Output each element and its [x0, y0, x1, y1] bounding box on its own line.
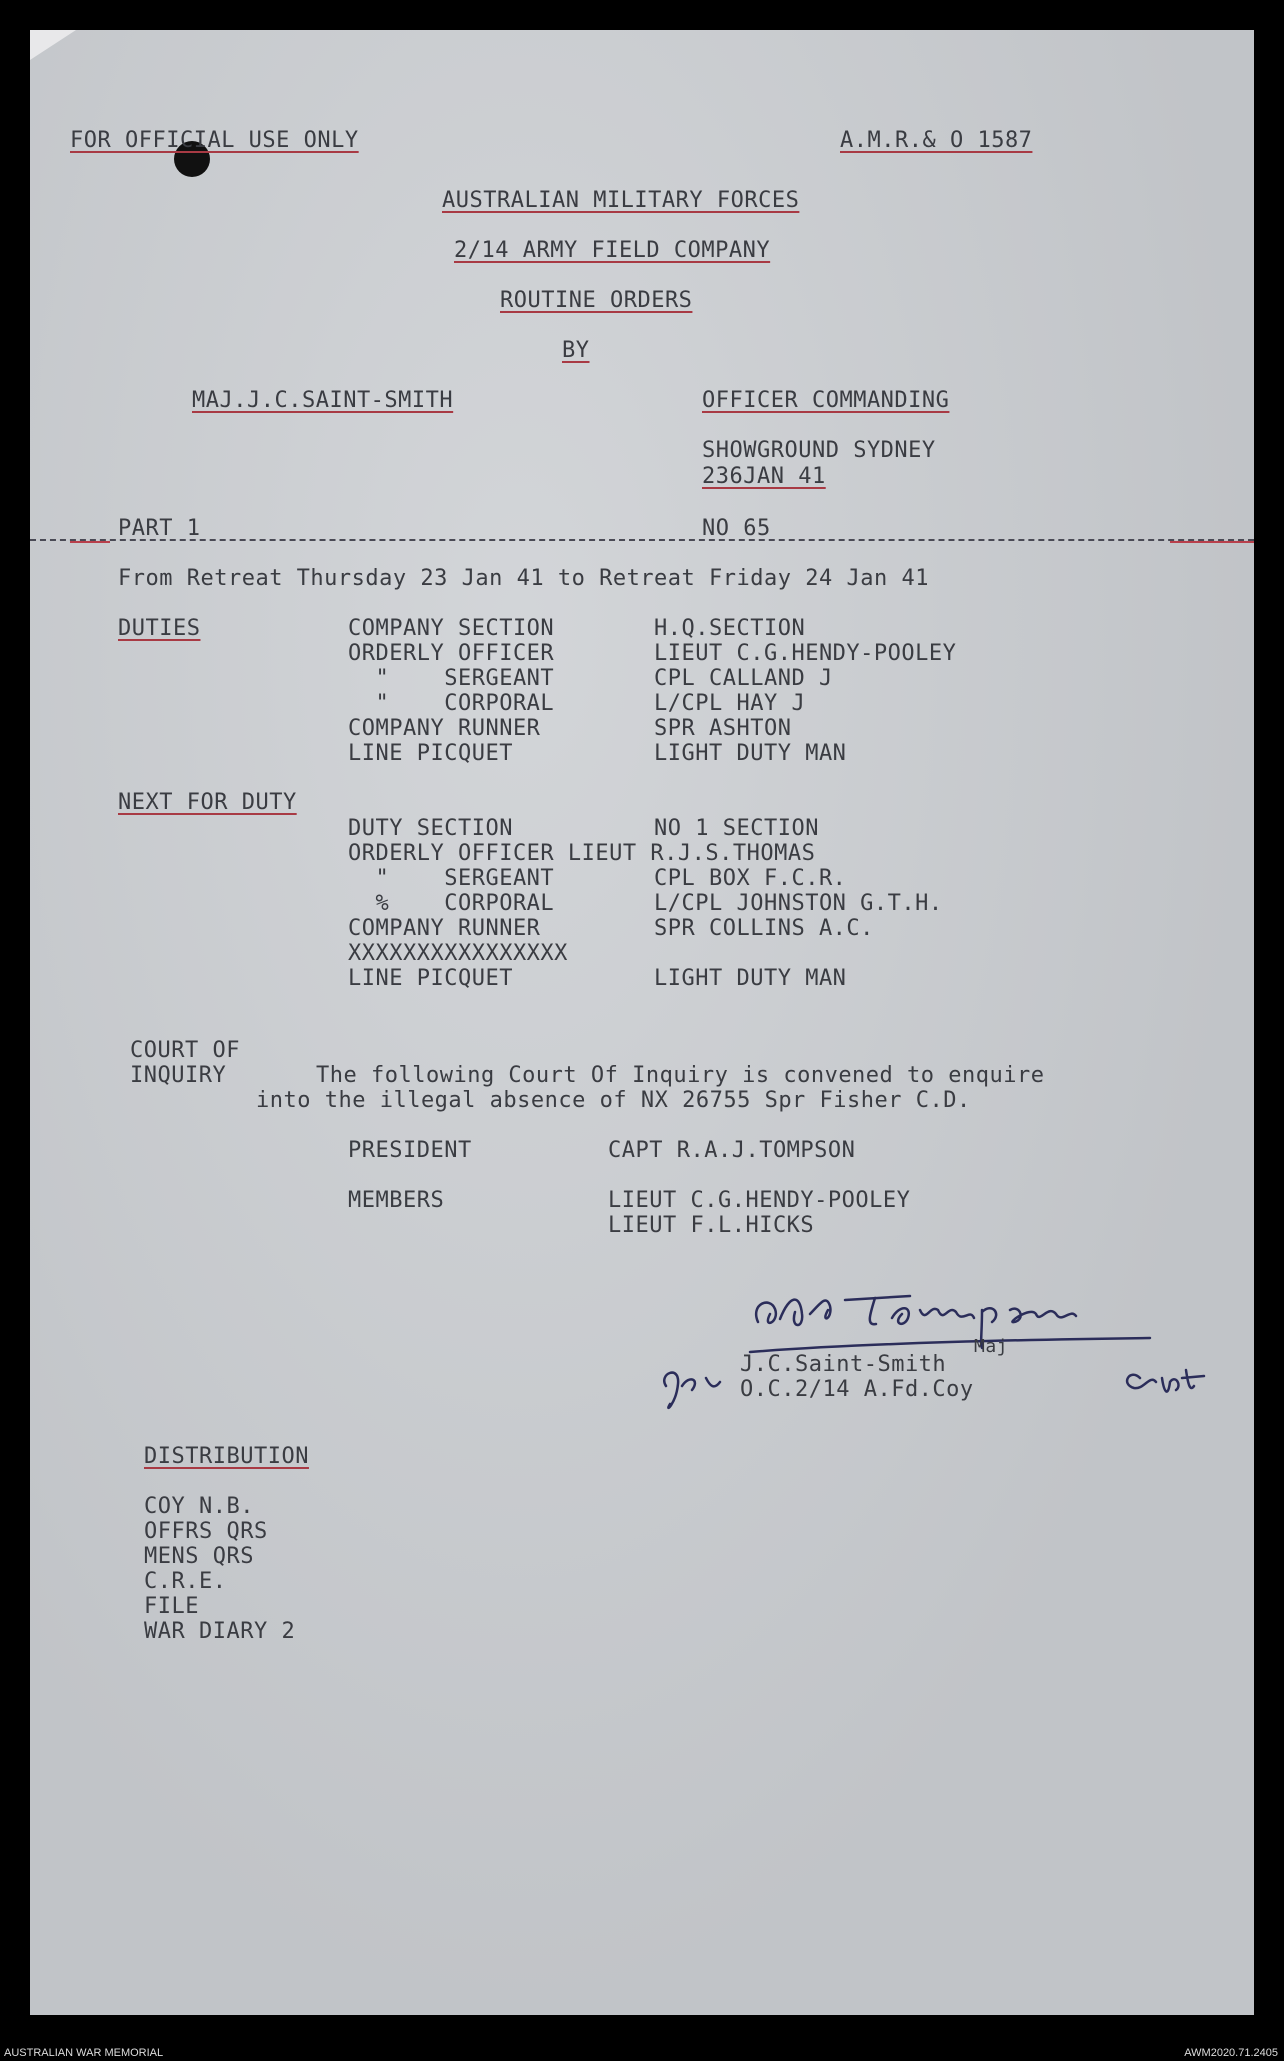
duty-role: DUTY SECTION [348, 816, 513, 841]
list-item: OFFRS QRS [144, 1519, 268, 1544]
signed-name [752, 1280, 762, 1290]
duty-assignee: LIGHT DUTY MAN [654, 741, 847, 766]
duty-role: " SERGEANT [348, 666, 555, 691]
court-heading-line2: INQUIRY [130, 1063, 227, 1088]
duty-role: COMPANY RUNNER [348, 716, 541, 741]
president-name: CAPT R.A.J.TOMPSON [608, 1138, 856, 1163]
list-item: WAR DIARY 2 [144, 1619, 296, 1644]
unit-title: 2/14 ARMY FIELD COMPANY [454, 238, 771, 263]
duty-assignee: NO 1 SECTION [654, 816, 819, 841]
issuer-role: OFFICER COMMANDING [702, 388, 950, 413]
by-label: BY [562, 338, 590, 363]
signatory-unit: O.C.2/14 A.Fd.Coy [740, 1377, 974, 1402]
classification-label: FOR OFFICIAL USE ONLY [70, 128, 359, 153]
duty-assignee: SPR ASHTON [654, 716, 792, 741]
duty-assignee: SPR COLLINS A.C. [654, 916, 874, 941]
members-label: MEMBERS [348, 1188, 445, 1213]
footer-accession-number: AWM2020.71.2405 [1184, 2047, 1278, 2059]
next-for-duty-heading: NEXT FOR DUTY [118, 790, 297, 815]
court-text-line1: The following Court Of Inquiry is convened to enquire [316, 1063, 1045, 1088]
duty-assignee: LIGHT DUTY MAN [654, 966, 847, 991]
duty-role: LINE PICQUET [348, 966, 513, 991]
form-reference: A.M.R.& O 1587 [840, 128, 1033, 153]
list-item: C.R.E. [144, 1569, 227, 1594]
org-title: AUSTRALIAN MILITARY FORCES [442, 188, 800, 213]
duty-role: " CORPORAL [348, 691, 555, 716]
list-item: MENS QRS [144, 1544, 254, 1569]
duty-assignee: LIEUT C.G.HENDY-POOLEY [654, 641, 957, 666]
part-label: PART 1 [118, 516, 201, 541]
footer-credit: AUSTRALIAN WAR MEMORIAL [4, 2047, 164, 2059]
duty-role: COMPANY RUNNER [348, 916, 541, 941]
order-date: 236JAN 41 [702, 464, 826, 489]
duty-assignee: L/CPL JOHNSTON G.T.H. [654, 891, 943, 916]
duty-role: ORDERLY OFFICER LIEUT R.J.S.THOMAS [348, 841, 816, 866]
list-item: FILE [144, 1594, 199, 1619]
order-number: NO 65 [702, 516, 771, 541]
member-name: LIEUT F.L.HICKS [608, 1213, 815, 1238]
distribution-heading: DISTRIBUTION [144, 1444, 309, 1469]
member-name: LIEUT C.G.HENDY-POOLEY [608, 1188, 911, 1213]
duty-role: LINE PICQUET [348, 741, 513, 766]
duty-role: % CORPORAL [348, 891, 555, 916]
signatory-name: J.C.Saint-Smith [740, 1352, 947, 1377]
document-title: ROUTINE ORDERS [500, 288, 693, 313]
location: SHOWGROUND SYDNEY [702, 438, 936, 463]
list-item: COY N.B. [144, 1494, 254, 1519]
president-label: PRESIDENT [348, 1138, 472, 1163]
section-divider [30, 539, 1254, 541]
handwritten-signature [630, 1274, 1270, 1474]
duty-assignee: CPL BOX F.C.R. [654, 866, 847, 891]
rank-label: Maj [974, 1336, 1009, 1357]
duty-assignee: L/CPL HAY J [654, 691, 806, 716]
red-margin-mark [70, 541, 110, 543]
struck-out-line: XXXXXXXXXXXXXXXX [348, 941, 568, 966]
document-page [30, 30, 1254, 2015]
duty-role: COMPANY SECTION [348, 616, 555, 641]
duty-role: " SERGEANT [348, 866, 555, 891]
court-text-line2: into the illegal absence of NX 26755 Spr Fisher C.D. [256, 1088, 971, 1113]
duty-period: From Retreat Thursday 23 Jan 41 to Retreat Friday 24 Jan 41 [118, 566, 929, 591]
court-heading-line1: COURT OF [130, 1038, 240, 1063]
duty-assignee: CPL CALLAND J [654, 666, 833, 691]
issuer-name: MAJ.J.C.SAINT-SMITH [192, 388, 454, 413]
duties-heading: DUTIES [118, 616, 201, 641]
red-margin-mark [1170, 541, 1254, 543]
duty-role: ORDERLY OFFICER [348, 641, 555, 666]
folded-corner [30, 30, 76, 60]
duty-assignee: H.Q.SECTION [654, 616, 806, 641]
